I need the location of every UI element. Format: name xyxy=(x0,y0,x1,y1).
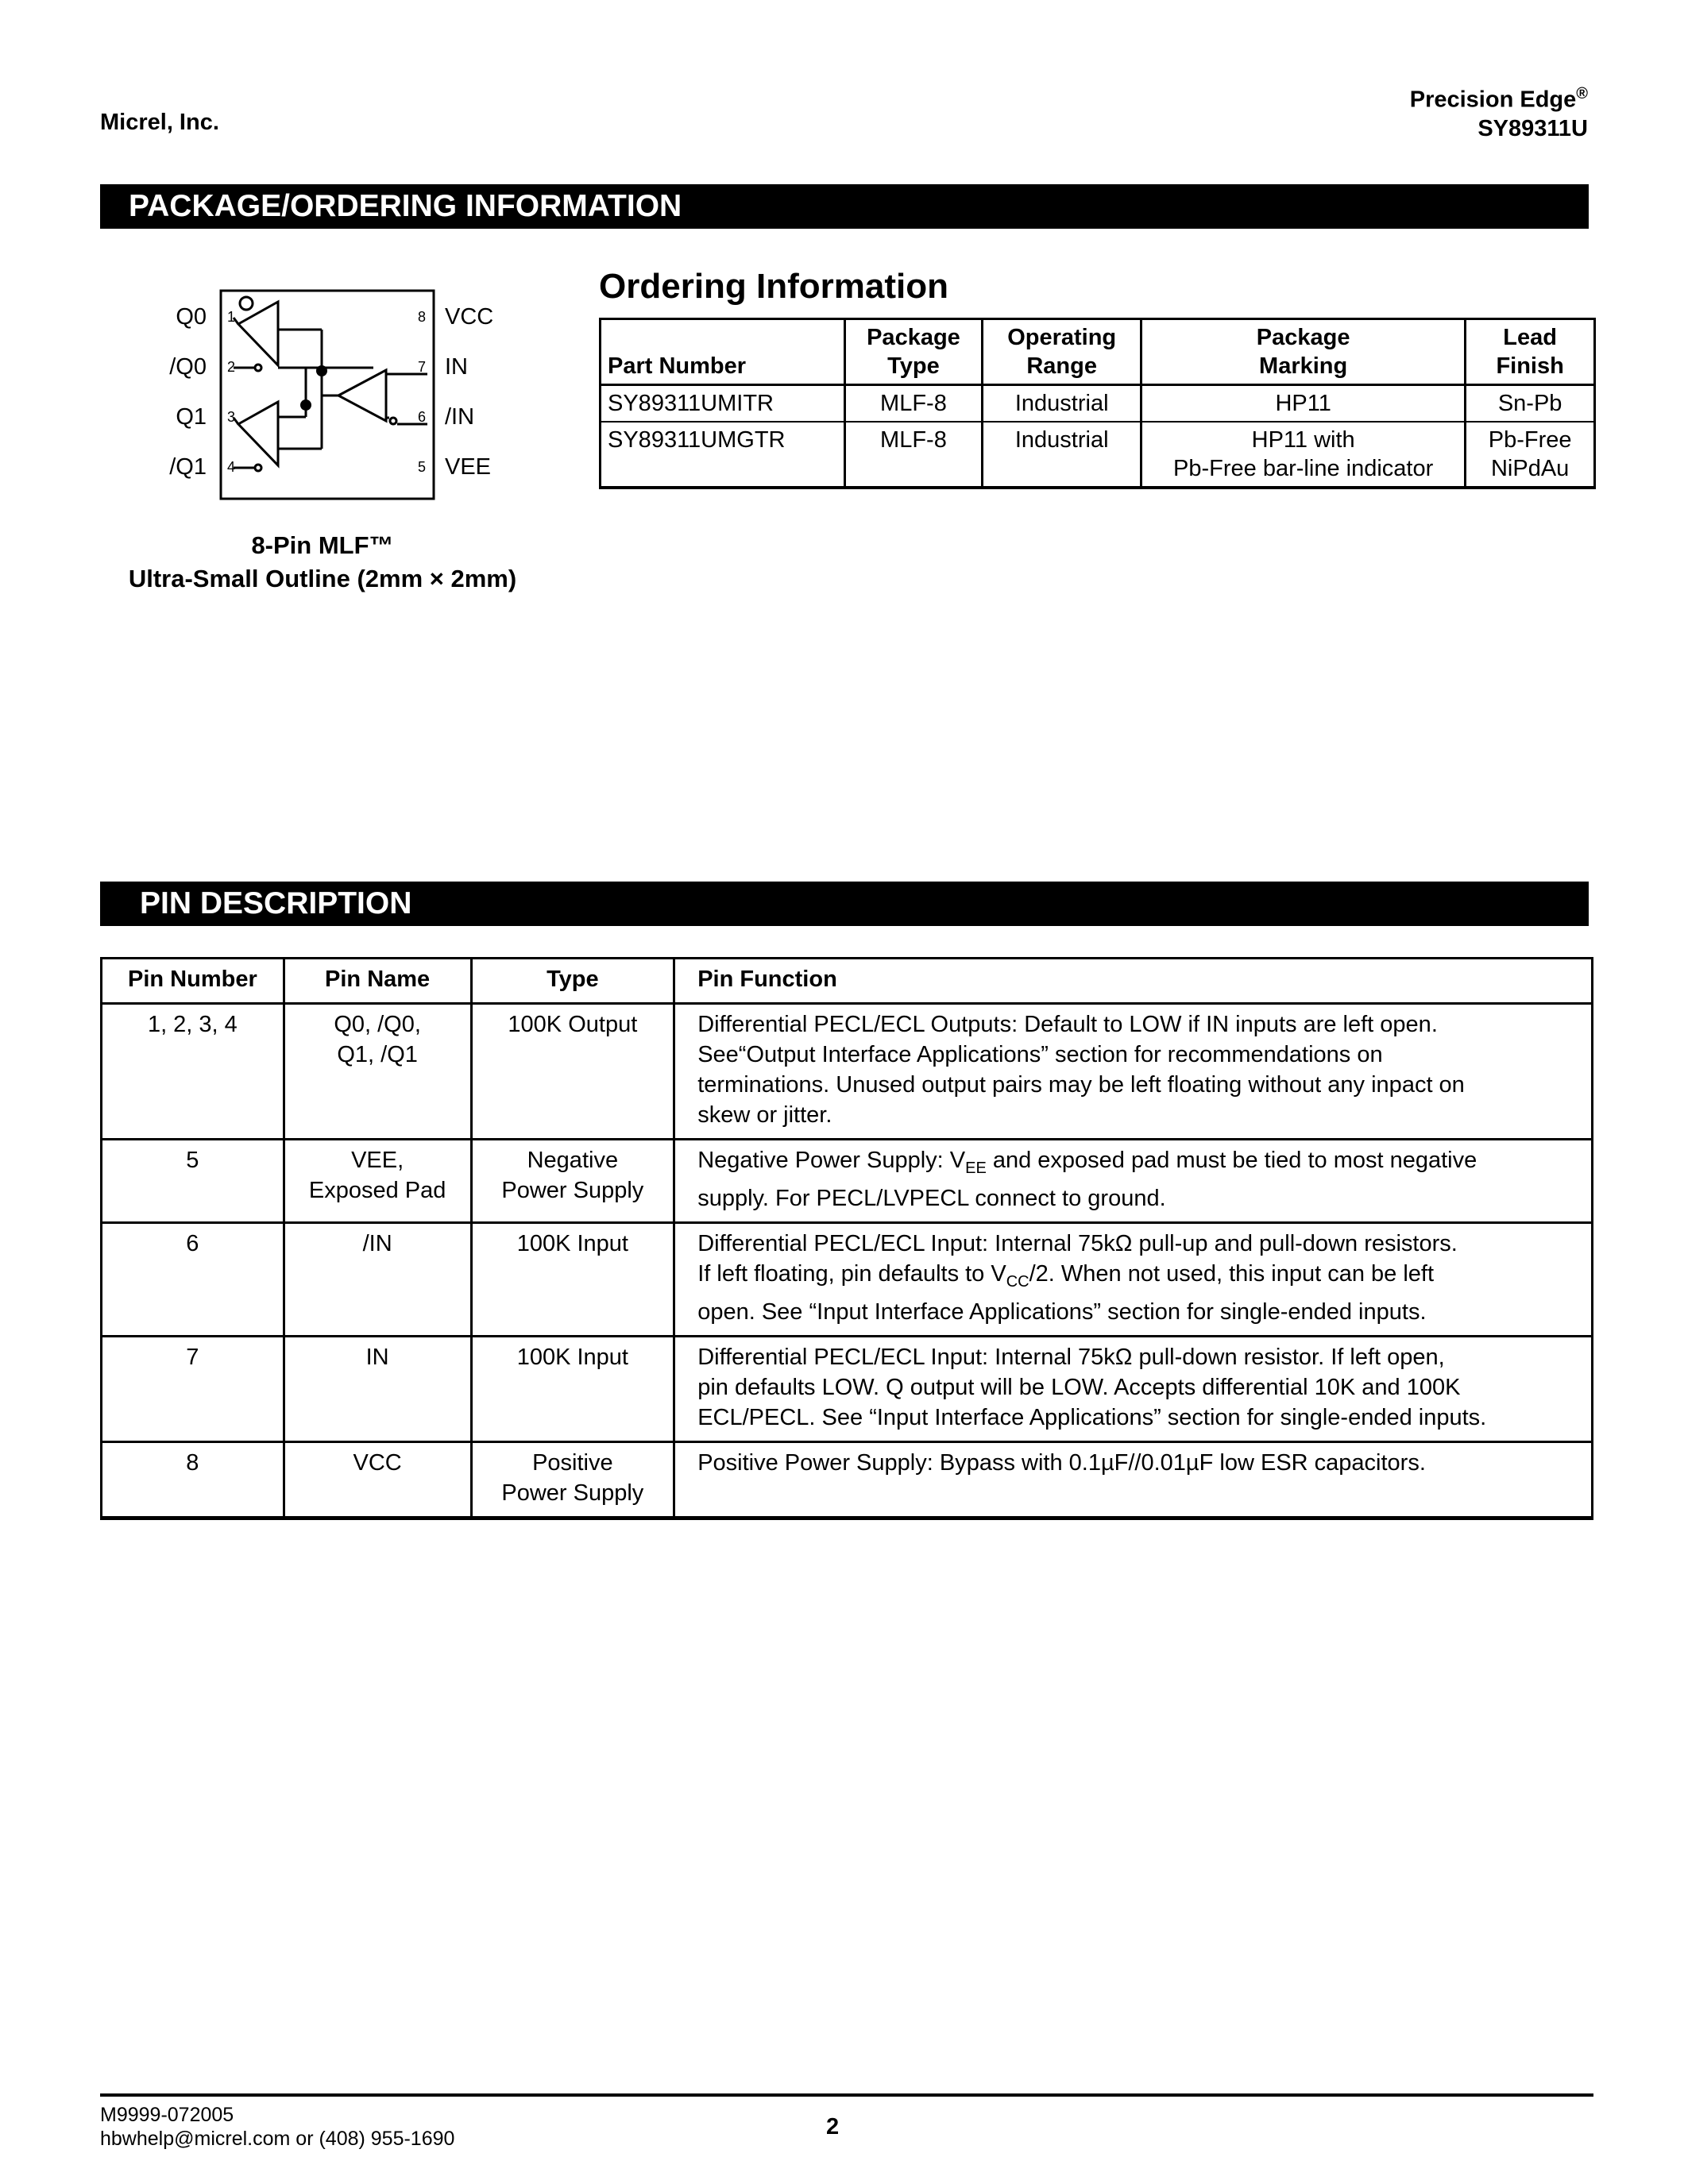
package-caption xyxy=(100,529,545,596)
footer-rule xyxy=(100,2093,1593,2097)
col-type: Type xyxy=(471,959,674,1004)
pin-function: Negative Power Supply: $V_{EE}$ and exposed pad must be tied to most negative supply. For PECL/LVPECL connect to ground. xyxy=(674,1140,1593,1223)
header-right xyxy=(1410,79,1588,143)
output-buffer-lower xyxy=(234,368,322,471)
pin-label-q1: Q1 xyxy=(176,404,207,430)
pin-label-nq1: /Q1 xyxy=(169,454,207,480)
ordering-info-title: Ordering Information xyxy=(599,267,948,306)
pin-label-vcc: VCC xyxy=(445,304,494,330)
ordering-part: SY89311UMGTR xyxy=(601,422,845,488)
footer-doc-id: M9999-072005 xyxy=(100,2104,234,2126)
pin-type: 100K Input xyxy=(471,1336,674,1441)
pin-num-4: 4 xyxy=(227,459,236,475)
col-pin-number: Pin Number xyxy=(102,959,284,1004)
pin-description-section-title: PIN DESCRIPTION xyxy=(100,882,1589,926)
pin-function: Differential PECL/ECL Input: Internal 75kΩ pull-down resistor. If left open, pin defaults LOW. Q output will be LOW. Accepts differential 10K and 100K ECL/PECL. See “Input Interface Applications” section for single-ended inputs. xyxy=(674,1336,1593,1441)
footer-left xyxy=(100,2103,454,2151)
pin-description-table xyxy=(100,957,1593,1520)
pin-label-in: IN xyxy=(445,354,468,380)
input-receiver xyxy=(322,370,427,424)
col-package-marking: Package Marking xyxy=(1141,319,1466,385)
package-pinout-diagram xyxy=(151,286,516,508)
pin-row xyxy=(102,1140,1593,1223)
col-pin-name: Pin Name xyxy=(284,959,471,1004)
ordering-package: MLF-8 xyxy=(844,422,983,488)
pin-num-3: 3 xyxy=(227,409,236,425)
col-operating-range: Operating Range xyxy=(983,319,1141,385)
ordering-table xyxy=(599,318,1596,489)
pin-number: 6 xyxy=(102,1222,284,1336)
pin-header-row xyxy=(102,959,1593,1004)
pin-number: 8 xyxy=(102,1441,284,1518)
pin-type: 100K Input xyxy=(471,1222,674,1336)
pin-label-vee: VEE xyxy=(445,454,492,480)
pin-type: Negative Power Supply xyxy=(471,1140,674,1223)
ordering-part: SY89311UMITR xyxy=(601,385,845,423)
product-line: Precision Edge® xyxy=(1409,85,1588,113)
pin-type: Positive Power Supply xyxy=(471,1441,674,1518)
junction-dot-lower xyxy=(300,399,311,411)
pin-name: /IN xyxy=(284,1222,471,1336)
ordering-header-row xyxy=(601,319,1595,385)
pin-num-6: 6 xyxy=(418,409,427,425)
package-caption-line2: Ultra-Small Outline (2mm × 2mm) xyxy=(128,565,517,592)
package-caption-line1: 8-Pin MLF™ xyxy=(251,531,394,559)
ordering-range: Industrial xyxy=(983,385,1141,423)
pin-number: 7 xyxy=(102,1336,284,1441)
output-buffer-upper xyxy=(234,302,373,371)
pin-num-8: 8 xyxy=(418,309,427,325)
ordering-row xyxy=(601,385,1595,423)
pin-num-7: 7 xyxy=(418,359,427,375)
col-part-number: Part Number xyxy=(601,319,845,385)
pin-function: Differential PECL/ECL Outputs: Default to LOW if IN inputs are left open. See“Output Interface Applications” section for recommendations on terminations. Unused output pairs may be left floating without any inpact on skew or jitter. xyxy=(674,1004,1593,1140)
ordering-package: MLF-8 xyxy=(844,385,983,423)
page-number: 2 xyxy=(826,2114,840,2140)
pin-row xyxy=(102,1222,1593,1336)
package-ordering-section-title: PACKAGE/ORDERING INFORMATION xyxy=(100,184,1589,229)
pin-num-5: 5 xyxy=(418,459,427,475)
pin-num-2: 2 xyxy=(227,359,236,375)
company-name: Micrel, Inc. xyxy=(100,110,219,135)
pin-name: Q0, /Q0, Q1, /Q1 xyxy=(284,1004,471,1140)
pin-function: Positive Power Supply: Bypass with 0.1µF//0.01µF low ESR capacitors. xyxy=(674,1441,1593,1518)
pin-name: IN xyxy=(284,1336,471,1441)
pin-row xyxy=(102,1336,1593,1441)
footer-contact: hbwhelp@micrel.com or (408) 955-1690 xyxy=(100,2128,455,2150)
pin-name: VEE, Exposed Pad xyxy=(284,1140,471,1223)
pin-number: 1, 2, 3, 4 xyxy=(102,1004,284,1140)
col-pin-function: Pin Function xyxy=(674,959,1593,1004)
pin-type: 100K Output xyxy=(471,1004,674,1140)
pin-function: Differential PECL/ECL Input: Internal 75kΩ pull-up and pull-down resistors. If left floating, pin defaults to $V_{CC}/2$. When not used, this input can be left open. See “Input Interface Applications” section for single-ended inputs. xyxy=(674,1222,1593,1336)
pin-label-nq0: /Q0 xyxy=(169,354,207,380)
pin-number: 5 xyxy=(102,1140,284,1223)
ordering-finish: Sn-Pb xyxy=(1466,385,1595,423)
pin1-marker xyxy=(240,297,253,310)
pin-row xyxy=(102,1441,1593,1518)
ordering-marking: HP11 xyxy=(1141,385,1466,423)
pin-label-nin: /IN xyxy=(445,404,475,430)
pin-label-q0: Q0 xyxy=(176,304,207,330)
pin-name: VCC xyxy=(284,1441,471,1518)
pin-row xyxy=(102,1004,1593,1140)
pin-num-1: 1 xyxy=(227,309,236,325)
col-package-type: Package Type xyxy=(844,319,983,385)
part-number: SY89311U xyxy=(1477,115,1588,141)
ordering-range: Industrial xyxy=(983,422,1141,488)
col-lead-finish: Lead Finish xyxy=(1466,319,1595,385)
ordering-row xyxy=(601,422,1595,488)
junction-dot-upper xyxy=(316,365,327,376)
ordering-finish: Pb-Free NiPdAu xyxy=(1466,422,1595,488)
ordering-marking: HP11 with Pb-Free bar-line indicator xyxy=(1141,422,1466,488)
